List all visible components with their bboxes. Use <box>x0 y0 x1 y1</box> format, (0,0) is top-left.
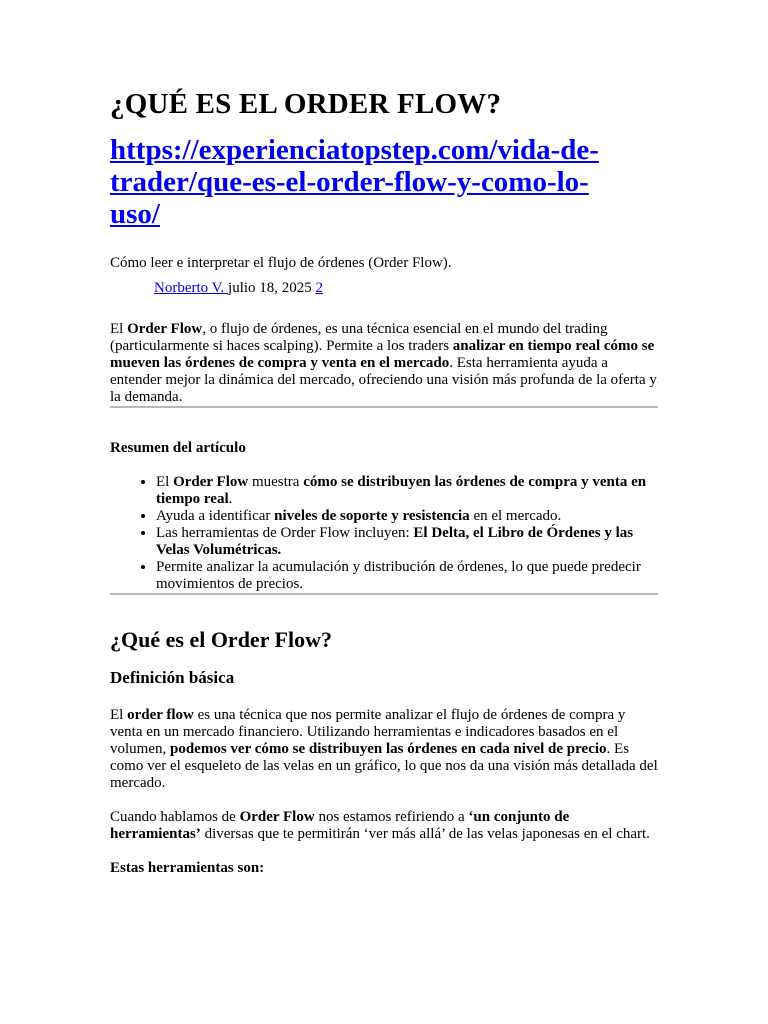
article-url-link[interactable] <box>110 134 599 230</box>
list-item: • Permite analizar la acumulación y distribución de órdenes, lo que puede predecir movimientos de precios. <box>156 559 658 593</box>
tools-heading: Estas herramientas son: <box>110 860 265 876</box>
bold-text: El Delta, el Libro de Órdenes y las Velas Volumétricas. <box>156 525 634 558</box>
bold-text: Order Flow <box>239 809 315 825</box>
article-content <box>110 82 658 877</box>
bold-text: analizar en tiempo real cómo se mueven las órdenes de compra y venta en el mercado <box>110 338 655 371</box>
author-link[interactable]: Norberto V. <box>154 280 229 296</box>
bold-text: cómo se distribuyen las órdenes de compra y venta en tiempo real <box>156 474 647 507</box>
url-line: trader/que-es-el-order-flow-y-como-lo- <box>110 166 589 198</box>
publish-date: julio 18, 2025 <box>228 280 316 296</box>
divider <box>110 406 658 408</box>
url-line: uso/ <box>110 198 160 230</box>
comments-count-link[interactable]: 2 <box>315 280 324 296</box>
list-item: • Ayuda a identificar niveles de soporte y resistencia en el mercado. <box>156 508 658 525</box>
bold-text: ‘un conjunto de herramientas’ <box>110 809 570 842</box>
summary-list <box>110 474 658 593</box>
byline <box>154 279 658 297</box>
summary-heading: Resumen del artículo <box>110 440 246 456</box>
list-item: • Las herramientas de Order Flow incluyen: El Delta, el Libro de Órdenes y las Velas Volumétricas. <box>156 525 658 559</box>
subsection-heading: Definición básica <box>110 668 235 687</box>
article-subtitle: Cómo leer e interpretar el flujo de órdenes (Order Flow). <box>110 255 452 271</box>
url-heading <box>110 134 658 230</box>
bold-text: order flow <box>127 707 194 723</box>
section-heading: ¿Qué es el Order Flow? <box>110 627 332 652</box>
tools-intro-paragraph: Cuando hablamos de Order Flow nos estamos refiriendo a ‘un conjunto de herramientas’ diversas que te permitirán ‘ver más allá’ de las velas japonesas en el chart. <box>110 809 650 842</box>
divider <box>110 593 658 595</box>
bold-text: Order Flow <box>127 321 203 337</box>
page-title: ¿QUÉ ES EL ORDER FLOW? <box>110 88 502 120</box>
url-line: https://experienciatopstep.com/vida-de- <box>110 134 599 166</box>
intro-paragraph: El Order Flow, o flujo de órdenes, es una técnica esencial en el mundo del trading (particularmente si haces scalping). Permite a los traders analizar en tiempo real cómo se mueven las órdenes de compra y venta en el mercado. Esta herramienta ayuda a entender mejor la dinámica del mercado, ofreciendo una visión más profunda de la oferta y la demanda. <box>110 321 657 405</box>
bold-text: niveles de soporte y resistencia <box>274 508 470 524</box>
definition-paragraph: El order flow es una técnica que nos permite analizar el flujo de órdenes de compra y venta en un mercado financiero. Utilizando herramientas e indicadores basados en el volumen, podemos ver cómo se distribuyen las órdenes en cada nivel de precio. Es como ver el esqueleto de las velas en un gráfico, lo que nos da una visión más detallada del mercado. <box>110 707 658 791</box>
list-item: • El Order Flow muestra cómo se distribuyen las órdenes de compra y venta en tiempo real. <box>156 474 658 508</box>
bold-text: Order Flow <box>173 474 249 490</box>
bold-text: podemos ver cómo se distribuyen las órdenes en cada nivel de precio <box>170 741 607 757</box>
